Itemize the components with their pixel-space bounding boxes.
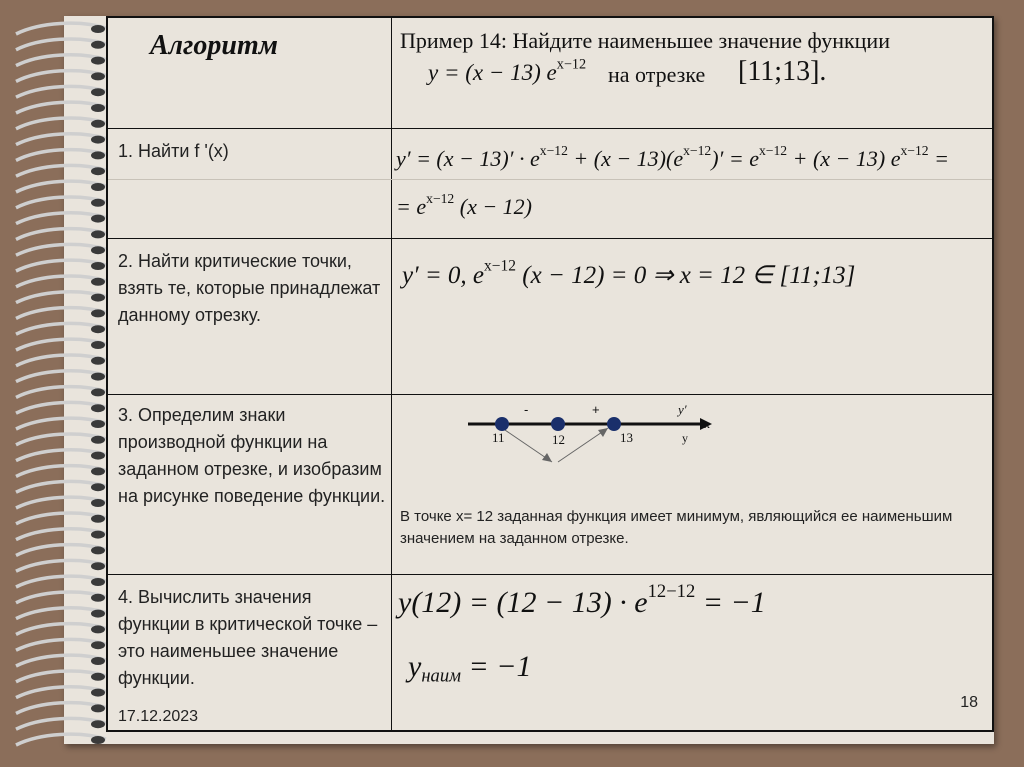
binding-hole xyxy=(91,357,105,365)
binding-hole xyxy=(91,183,105,191)
example-line1: Пример 14: Найдите наименьшее значение функции xyxy=(400,28,890,53)
binding-hole xyxy=(91,199,105,207)
point-13 xyxy=(607,417,621,431)
binding-hole xyxy=(91,610,105,618)
binding-hole xyxy=(91,294,105,302)
row-divider xyxy=(108,574,992,575)
example-segment-label: на отрезке xyxy=(608,62,706,87)
step4-label: 4. Вычислить значения функции в критической точке – это наименьшее значение функции. xyxy=(118,587,378,688)
point-11 xyxy=(495,417,509,431)
binding-hole xyxy=(91,625,105,633)
binding-hole xyxy=(91,499,105,507)
step1-label: 1. Найти f '(x) xyxy=(118,141,229,161)
sign-plus: + xyxy=(592,402,600,417)
binding-hole xyxy=(91,41,105,49)
binding-hole xyxy=(91,420,105,428)
binding-hole xyxy=(91,167,105,175)
binding-hole xyxy=(91,278,105,286)
point-label-11: 11 xyxy=(492,430,505,445)
binding-hole xyxy=(91,25,105,33)
row-divider xyxy=(108,128,992,129)
function-label: y xyxy=(682,431,688,445)
binding-hole xyxy=(91,546,105,554)
derivative-label: y′ xyxy=(678,402,687,417)
algorithm-table xyxy=(106,16,994,732)
binding-hole xyxy=(91,736,105,744)
sign-diagram xyxy=(458,398,718,468)
step4-min-value: $y_{наим} = -1$ xyxy=(408,650,532,687)
binding-hole xyxy=(91,531,105,539)
binding-hole xyxy=(91,483,105,491)
binding-hole xyxy=(91,673,105,681)
binding-hole xyxy=(91,341,105,349)
binding-hole xyxy=(91,578,105,586)
binding-hole xyxy=(91,151,105,159)
step3-conclusion: В точке x= 12 заданная функция имеет минимум, являющийся ее наименьшим значением на заданном отрезке. xyxy=(400,508,953,547)
point-12 xyxy=(551,417,565,431)
binding-hole xyxy=(91,120,105,128)
binding-hole xyxy=(91,215,105,223)
binding-hole xyxy=(91,452,105,460)
slide-date: 17.12.2023 xyxy=(118,708,199,725)
decreasing-arrowhead-icon xyxy=(542,453,552,462)
step3-label: 3. Определим знаки производной функции на заданном отрезке, и изобразим на рисунке поведение функции. xyxy=(118,405,386,506)
binding-hole xyxy=(91,325,105,333)
binding-hole xyxy=(91,704,105,712)
example-function: y = (x − 13) $e^{x-12}$ xyxy=(428,56,587,85)
binding-hole xyxy=(91,515,105,523)
binding-hole xyxy=(91,262,105,270)
point-label-12: 12 xyxy=(552,432,565,447)
binding-hole xyxy=(91,104,105,112)
step1-derivative-line1: $y' = (x - 13)' \cdot e^{x-12} + (x - 13)(e^{x-12})' = e^{x-12} + (x - 13) e^{x-12}$ = xyxy=(396,143,949,171)
binding-hole xyxy=(91,57,105,65)
sign-minus: - xyxy=(524,402,529,417)
binding-hole xyxy=(91,641,105,649)
example-statement xyxy=(400,28,890,54)
row-divider xyxy=(108,394,992,395)
binding-hole xyxy=(91,309,105,317)
binding-hole xyxy=(91,246,105,254)
step4-value: $y(12) = (12 - 13) \cdot e^{12-12} = -1$ xyxy=(398,581,766,619)
row-divider-thin xyxy=(108,179,992,180)
binding-hole xyxy=(91,230,105,238)
binding-hole xyxy=(91,594,105,602)
binding-hole xyxy=(91,136,105,144)
binding-hole xyxy=(91,720,105,728)
page-number: 18 xyxy=(960,694,978,711)
increasing-arrowhead-icon xyxy=(598,428,608,437)
step2-critical-points: y′ = 0, $e^{x-12}$ (x − 12) = 0 ⇒ x = 12 ∈ [11;13] xyxy=(402,257,856,289)
example-segment: [11;13]. xyxy=(738,56,827,87)
step1-derivative-line2: = $e^{x-12}$ (x − 12) xyxy=(396,191,533,219)
binding-hole xyxy=(91,689,105,697)
algorithm-title: Алгоритм xyxy=(150,30,278,61)
spiral-binding xyxy=(10,16,110,756)
binding-hole xyxy=(91,373,105,381)
row-divider xyxy=(108,238,992,239)
binding-hole xyxy=(91,562,105,570)
binding-hole xyxy=(91,404,105,412)
point-label-13: 13 xyxy=(620,430,633,445)
axis-label: x xyxy=(704,417,710,431)
binding-hole xyxy=(91,388,105,396)
binding-hole xyxy=(91,657,105,665)
column-divider xyxy=(391,18,392,730)
binding-hole xyxy=(91,72,105,80)
binding-hole xyxy=(91,436,105,444)
binding-hole xyxy=(91,467,105,475)
binding-hole xyxy=(91,88,105,96)
step2-label: 2. Найти критические точки, взять те, которые принадлежат данному отрезку. xyxy=(118,251,381,325)
